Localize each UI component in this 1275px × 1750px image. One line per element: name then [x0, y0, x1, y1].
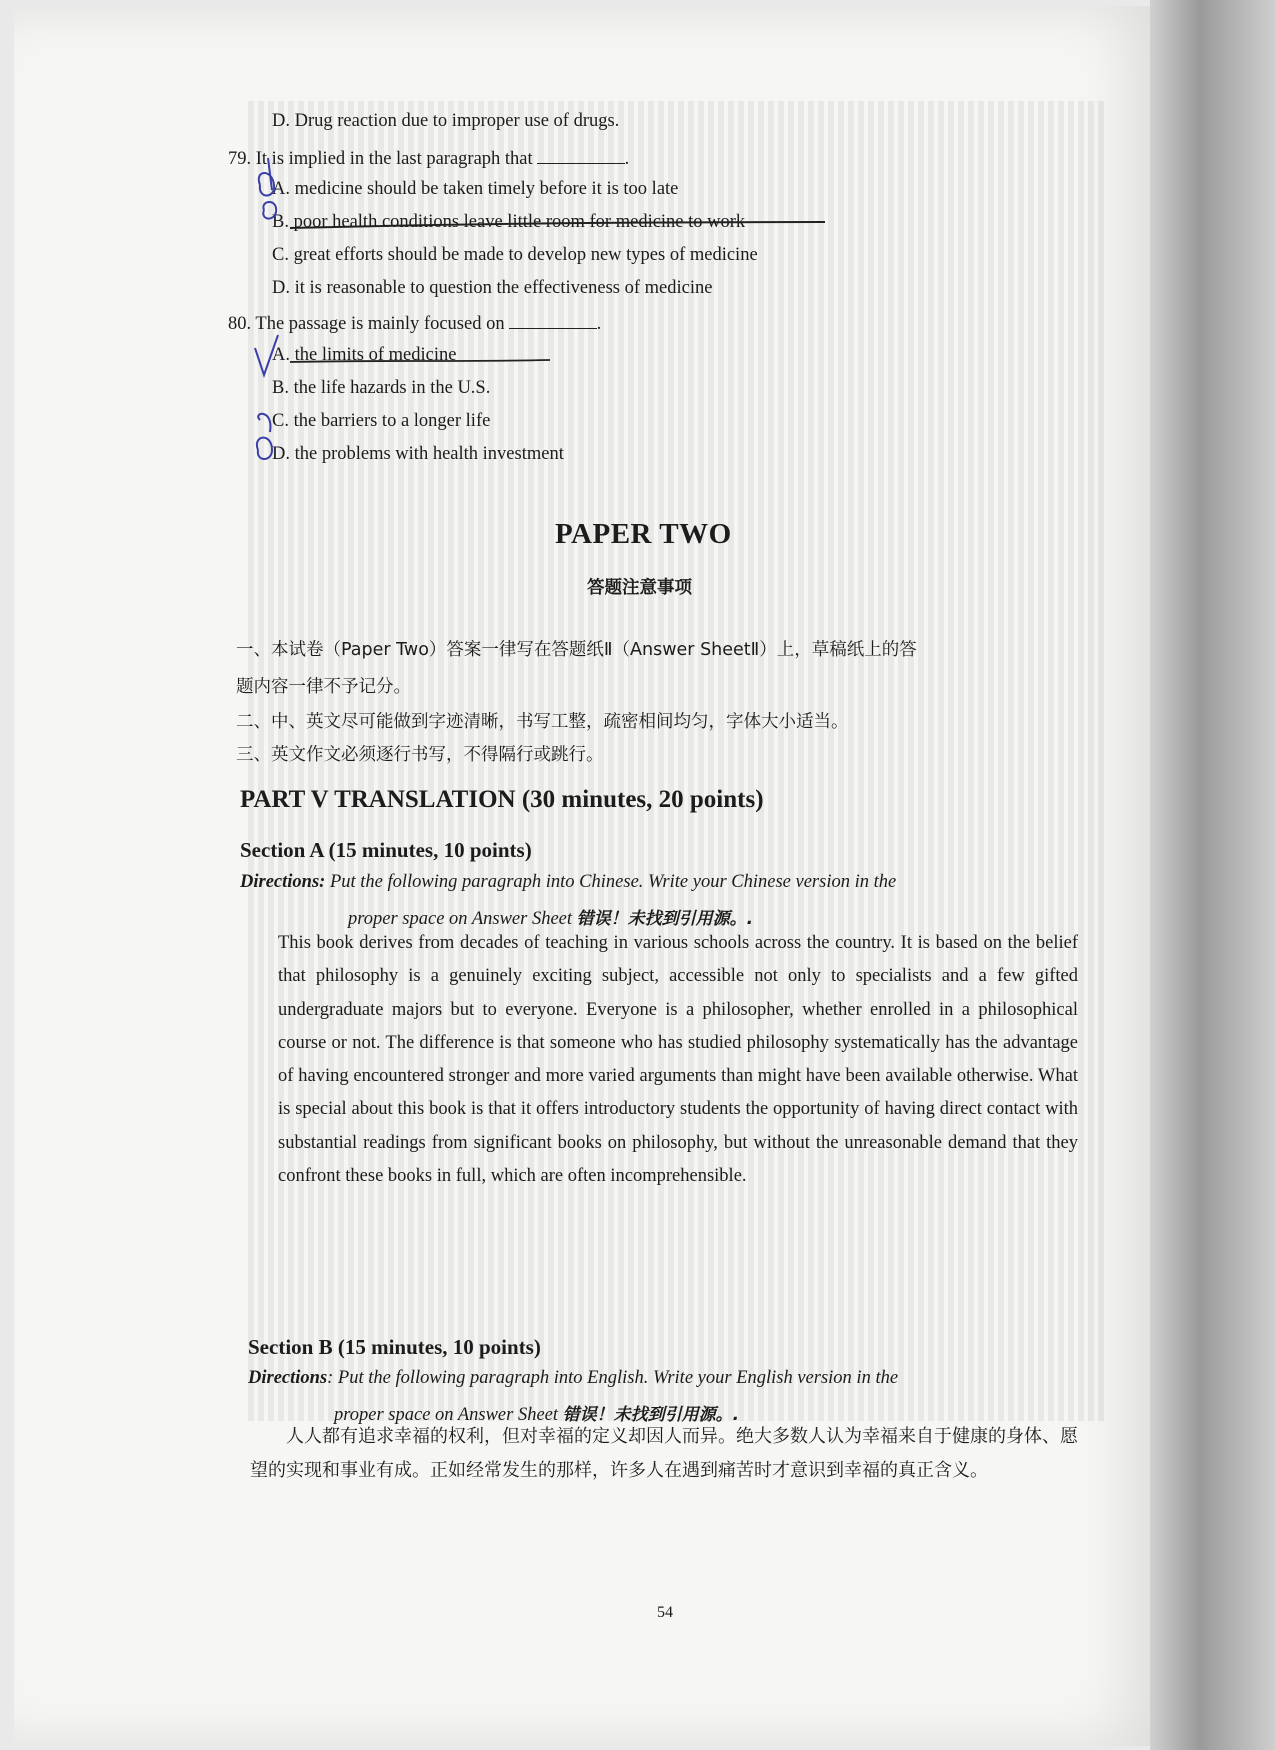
section-b-directions: Directions: Put the following paragraph into English. Write your English version in the — [248, 1368, 899, 1388]
note-1: 一、本试卷（Paper Two）答案一律写在答题纸Ⅱ（Answer SheetⅡ）上，草稿纸上的答 — [236, 640, 917, 660]
prev-option-d: D. Drug reaction due to improper use of drugs. — [272, 111, 620, 131]
q79-stem: 79. It is implied in the last paragraph that . — [228, 145, 629, 170]
section-a-directions-cont: proper space on Answer Sheet 错误！未找到引用源。. — [348, 909, 754, 929]
q79-option-b: B. poor health conditions leave little room for medicine to work — [272, 212, 746, 232]
answer-blank — [537, 145, 625, 164]
section-a-paragraph: This book derives from decades of teaching in various schools across the country. It is based on the belief that philosophy is a genuinely exciting subject, accessible not only to specialists and a few gifted undergraduate majors but to everyone. Everyone is a philosopher, whether enrolled in a philosophical course or not. The difference is that someone who has studied philosophy systematically has the advantage of having encountered stronger and more varied arguments than might have been available otherwise. What is special about this book is that it offers introductory students the opportunity of having direct contact with substantial readings from significant books on philosophy, but without the unreasonable demand that they confront these books in full, which are often incomprehensible. — [278, 933, 1078, 1187]
q80-option-b: B. the life hazards in the U.S. — [272, 378, 491, 398]
answer-blank — [509, 310, 597, 329]
q80-option-a: A. the limits of medicine — [272, 345, 457, 365]
part-v-title: PART V TRANSLATION (30 minutes, 20 points) — [240, 786, 764, 813]
section-b-title: Section B (15 minutes, 10 points) — [248, 1335, 541, 1359]
section-b-paragraph: 人人都有追求幸福的权利，但对幸福的定义却因人而异。绝大多数人认为幸福来自于健康的身体、愿望的实现和事业有成。正如经常发生的那样，许多人在遇到痛苦时才意识到幸福的真正含义。 — [250, 1426, 1078, 1481]
note-1-cont: 题内容一律不予记分。 — [236, 677, 411, 697]
q79-option-c: C. great efforts should be made to develop new types of medicine — [272, 245, 758, 265]
section-a-title: Section A (15 minutes, 10 points) — [240, 838, 532, 862]
q80-stem: 80. The passage is mainly focused on . — [228, 310, 601, 335]
section-a-directions: Directions: Put the following paragraph into Chinese. Write your Chinese version in the — [240, 872, 897, 892]
page-number: 54 — [657, 1604, 673, 1621]
q80-option-d: D. the problems with health investment — [272, 444, 564, 464]
paper-two-title: PAPER TWO — [555, 518, 732, 550]
q79-option-d: D. it is reasonable to question the effectiveness of medicine — [272, 278, 713, 298]
note-2: 二、中、英文尽可能做到字迹清晰，书写工整，疏密相间均匀，字体大小适当。 — [236, 712, 849, 732]
binding-shadow — [1150, 0, 1275, 1750]
notes-heading: 答题注意事项 — [587, 578, 692, 598]
q80-option-c: C. the barriers to a longer life — [272, 411, 491, 431]
q79-option-a: A. medicine should be taken timely before it is too late — [272, 179, 679, 199]
section-b-directions-cont: proper space on Answer Sheet 错误！未找到引用源。. — [334, 1405, 740, 1425]
note-3: 三、英文作文必须逐行书写，不得隔行或跳行。 — [236, 745, 604, 765]
